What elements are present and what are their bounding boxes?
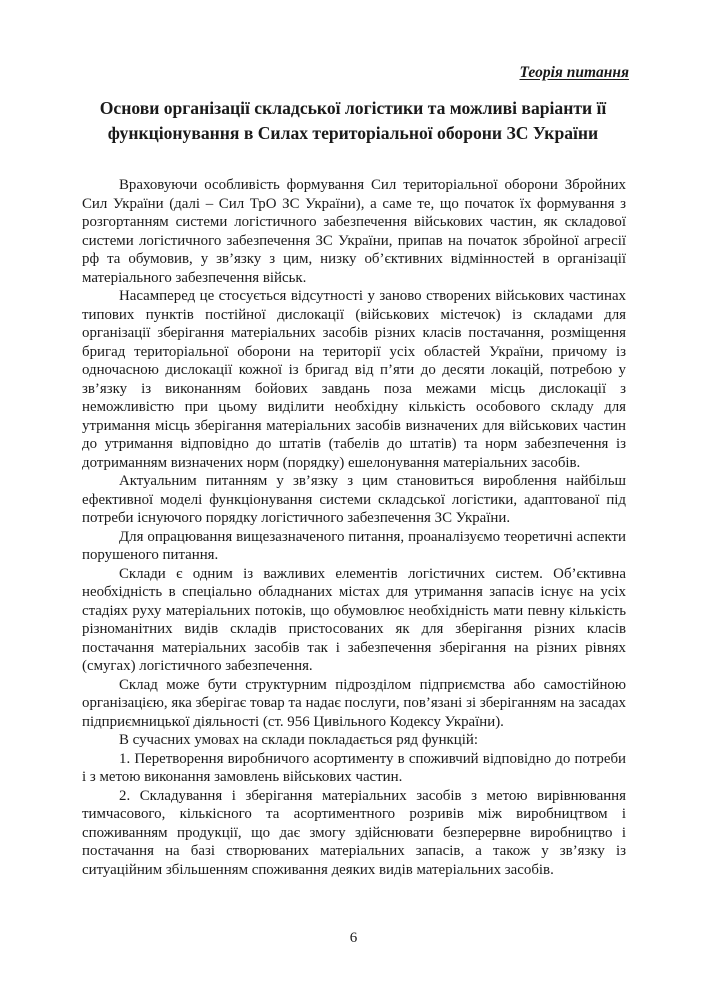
paragraph: 1. Перетворення виробничого асортименту в споживчий відповідно до потреби і з метою виконання замовлень військових частин. [82, 750, 626, 785]
paragraph: Насамперед це стосується відсутності у заново створених військових частинах типових пунктів постійної дислокації (військових містечок) із складами для організації зберігання матеріальних засобів різних класів постачання, розміщення бригад територіальної оборони на території усіх областей України, причому із одночасною дислокації кожної із бригад від п’яти до десяти локацій, потребою у зв’язку із виконанням бойових завдань поза межами місць дислокації з неможливістю при цьому виділити необхідну кількість особового складу для утримання місць зберігання матеріальних засобів визначених для військових частин до утримання відповідно до штатів (табелів до штатів) та норм забезпечення із дотриманням визначених норм (порядку) ешелонування матеріальних засобів. [82, 288, 626, 471]
paragraph: 2. Складування і зберігання матеріальних засобів з метою вирівнювання тимчасового, кількісного та асортиментного розривів між виробництвом і споживанням продукції, що дає змогу здійснювати безперервне виробництво і постачання на базі створюваних матеріальних запасів, а також у зв’язку із ситуаційним збільшенням споживання деяких видів матеріальних засобів. [82, 787, 626, 878]
paragraph: Для опрацювання вищезазначеного питання, проаналізуємо теоретичні аспекти порушеного питання. [82, 528, 626, 563]
body-text [82, 176, 626, 879]
paragraph: Враховуючи особливість формування Сил територіальної оборони Збройних Сил України (далі – Сил ТрО ЗС України), а саме те, що початок їх формування з розгортанням системи логістичного забезпечення військових частин, як складової системи логістичного забезпечення ЗС України, припав на початок збройної агресії рф та обумовив, у зв’язку з цим, низку об’єктивних відмінностей в організації матеріального забезпечення військ. [82, 177, 626, 286]
paragraph: Актуальним питанням у зв’язку з цим становиться вироблення найбільш ефективної моделі функціонування системи складської логістики, адаптованої під потреби існуючого порядку логістичного забезпечення ЗС України. [82, 473, 626, 526]
paragraph: Склад може бути структурним підрозділом підприємства або самостійною організацією, яка зберігає товар та надає послуги, пов’язані зі зберіганням на засадах підприємницької діяльності (ст. 956 Цивільного Кодексу України). [82, 676, 626, 730]
page-title: Основи організації складської логістики та можливі варіанти її функціонування в Силах територіальної оборони ЗС України [99, 98, 607, 143]
section-label: Теорія питання [519, 64, 629, 81]
paragraph: В сучасних умовах на склади покладається ряд функцій: [119, 732, 478, 748]
page-number: 6 [349, 930, 358, 946]
paragraph: Склади є одним із важливих елементів логістичних систем. Об’єктивна необхідність в спеціально обладнаних містах для утримання запасів існує на усіх стадіях руху матеріальних потоків, що обумовлює необхідність мати певну кількість різноманітних видів складів пристосованих як для зберігання різних класів постачання матеріальних засобів так і забезпечення зберігання на різних рівнях (смугах) логістичного забезпечення. [82, 565, 626, 674]
